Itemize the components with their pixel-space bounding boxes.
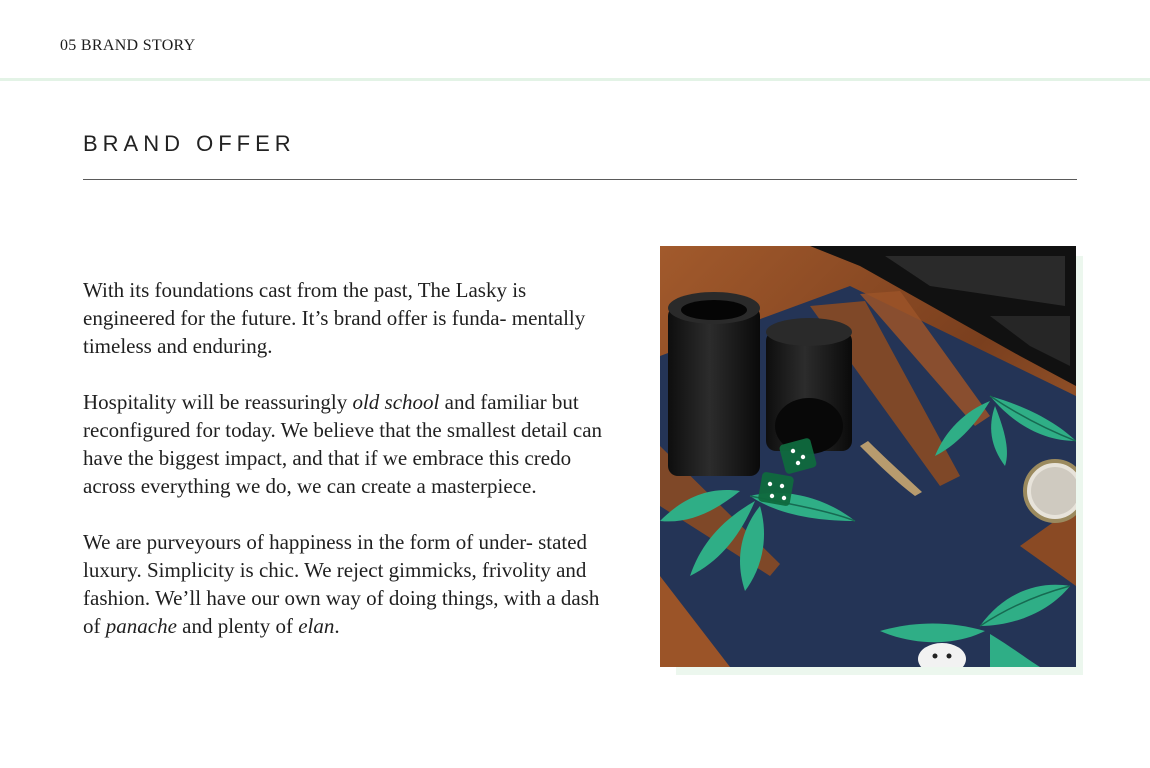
game-counter-white: [1025, 461, 1076, 521]
title-divider: [83, 179, 1077, 180]
dice-cup-right: [766, 318, 852, 454]
paragraph-2: [83, 388, 618, 500]
paragraph-1: [83, 276, 618, 360]
emphasized-text: elan: [298, 614, 335, 638]
body-text: [83, 276, 618, 640]
paragraph-text: Hospitality will be reassuringly: [83, 390, 353, 414]
paragraph-text: and plenty of: [176, 614, 299, 638]
paragraph-3: [83, 528, 618, 640]
paragraph-text: We are purveyours of happiness in the form of under- stated luxury. Simplicity is chic. We reject gimmicks, frivolity and fashion. We’ll have our own way of doing things, with a dash of: [83, 530, 600, 638]
paragraph-text: .: [334, 614, 340, 638]
section-label: 05 BRAND STORY: [60, 37, 196, 54]
paragraph-text: and familiar but reconfigured for today. We believe that the smallest detail can have the biggest impact, and that if we embrace this credo across everything we do, we can create a masterpiece.: [83, 390, 603, 498]
page-title: BRAND OFFER: [83, 131, 296, 156]
backgammon-illustration: [660, 246, 1076, 667]
backgammon-board-photo: [660, 246, 1076, 667]
paragraph-text: With its foundations cast from the past, The Lasky is engineered for the future. It’s brand offer is funda- mentally timeless and enduring.: [83, 278, 586, 358]
emphasized-text: old school: [352, 390, 440, 414]
dice-cup-left: [668, 292, 760, 476]
emphasized-text: panache: [105, 614, 177, 638]
page-header: [0, 0, 1150, 81]
